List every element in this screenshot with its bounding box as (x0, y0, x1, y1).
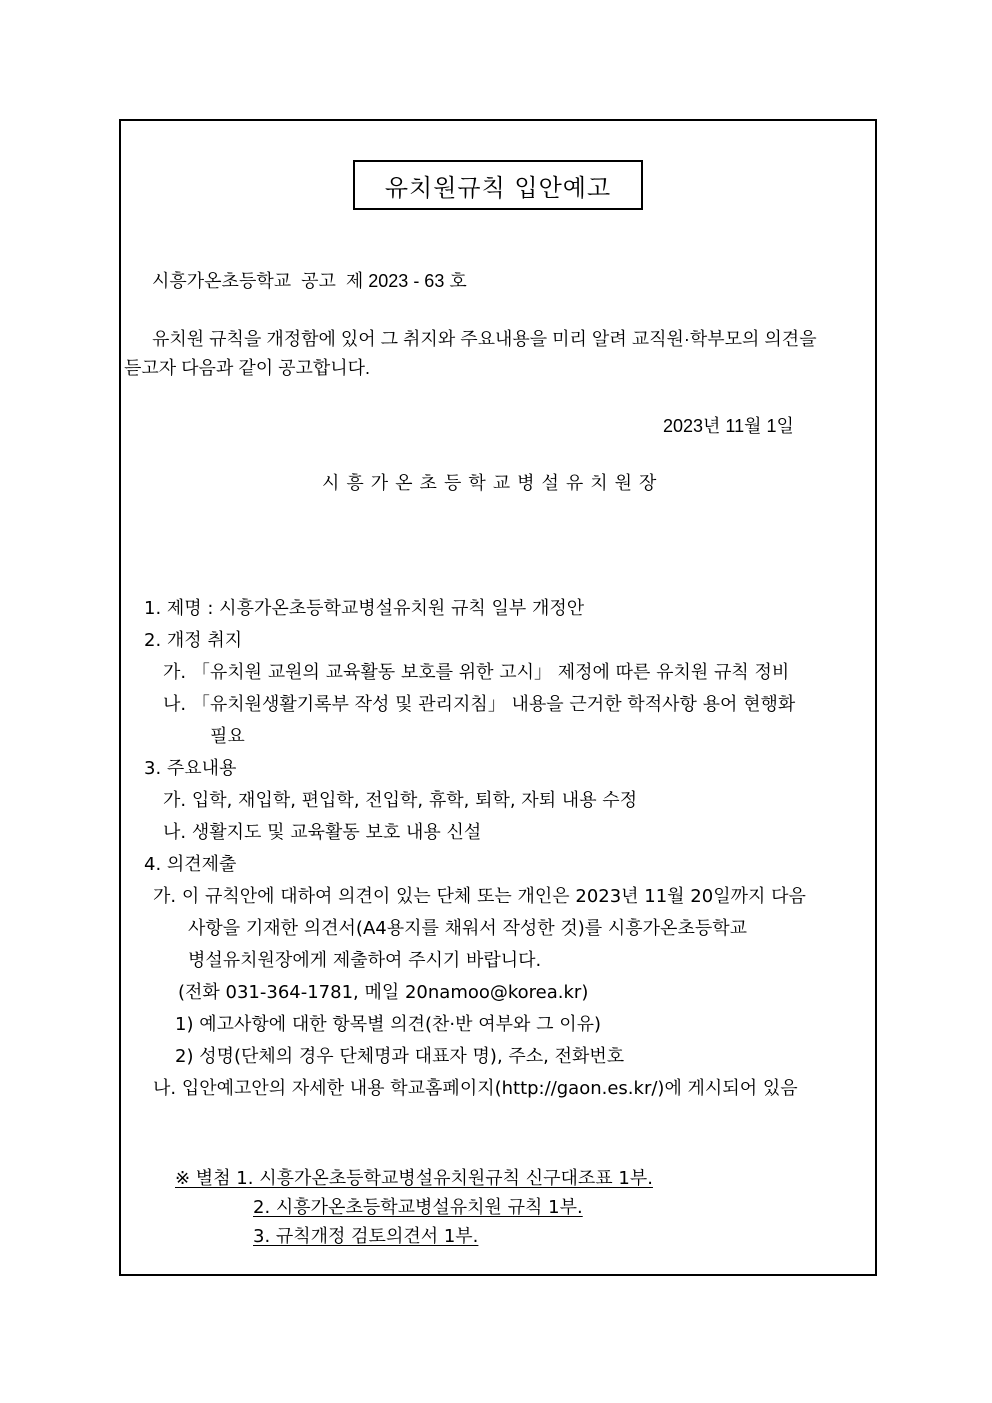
item-main-heading: 3. 주요내용 (144, 758, 237, 779)
item-purpose-ga: 가. 「유치원 교원의 교육활동 보호를 위한 고시」 제정에 따른 유치원 규칙 정비 (163, 662, 790, 683)
item-opinion-heading: 4. 의견제출 (144, 854, 237, 875)
item-purpose-na-2: 필요 (210, 726, 245, 747)
item-opinion-ga-1: 가. 이 규칙안에 대하여 의견이 있는 단체 또는 개인은 2023년 11월 20일까지 다음 (153, 886, 806, 907)
item-opinion-ga-2: 사항을 기재한 의견서(A4용지를 채워서 작성한 것)를 시흥가온초등학교 (188, 918, 748, 939)
intro-line-1: 유치원 규칙을 개정함에 있어 그 취지와 주요내용을 미리 알려 교직원·학부모의 의견을 (152, 329, 817, 349)
issuer-name: 시흥가온초등학교병설유치원장 (322, 473, 664, 493)
item-opinion-contact: (전화 031-364-1781, 메일 20namoo@korea.kr) (178, 982, 589, 1003)
attachment-2: 2. 시흥가온초등학교병설유치원 규칙 1부. (253, 1197, 583, 1218)
item-main-na: 나. 생활지도 및 교육활동 보호 내용 신설 (163, 822, 482, 843)
item-opinion-sub-1: 1) 예고사항에 대한 항목별 의견(찬·반 여부와 그 이유) (175, 1014, 602, 1035)
item-title: 1. 제명 : 시흥가온초등학교병설유치원 규칙 일부 개정안 (144, 598, 585, 619)
document-title: 유치원규칙 입안예고 (353, 160, 643, 210)
item-purpose-na-1: 나. 「유치원생활기록부 작성 및 관리지침」 내용을 근거한 학적사항 용어 현행화 (163, 694, 796, 715)
item-purpose-heading: 2. 개정 취지 (144, 630, 243, 651)
notice-date: 2023년 11월 1일 (663, 416, 794, 436)
notice-number: 시흥가온초등학교 공고 제 2023 - 63 호 (152, 271, 467, 291)
item-main-ga: 가. 입학, 재입학, 편입학, 전입학, 휴학, 퇴학, 자퇴 내용 수정 (163, 790, 638, 811)
item-opinion-na: 나. 입안예고안의 자세한 내용 학교홈페이지(http://gaon.es.kr/)에 게시되어 있음 (153, 1078, 798, 1099)
intro-line-2: 듣고자 다음과 같이 공고합니다. (124, 358, 371, 378)
attachment-1: ※ 별첨 1. 시흥가온초등학교병설유치원규칙 신구대조표 1부. (175, 1168, 653, 1189)
attachment-3: 3. 규칙개정 검토의견서 1부. (253, 1226, 479, 1247)
item-opinion-sub-2: 2) 성명(단체의 경우 단체명과 대표자 명), 주소, 전화번호 (175, 1046, 625, 1067)
item-opinion-ga-3: 병설유치원장에게 제출하여 주시기 바랍니다. (188, 950, 542, 971)
